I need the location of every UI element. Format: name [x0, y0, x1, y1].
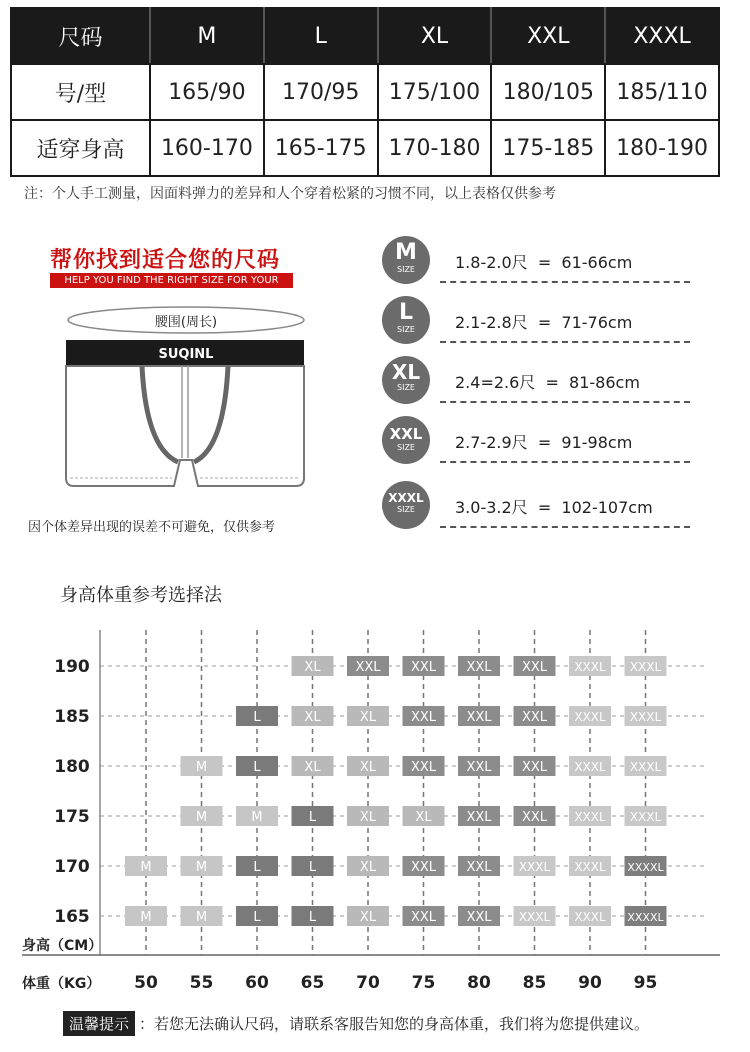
- size-cell-label: M: [195, 910, 208, 925]
- size-badge: [382, 236, 430, 284]
- waist-measure-text: 2.4=2.6尺 = 81-86cm: [455, 373, 640, 392]
- tip-label: 温馨提示: [63, 1011, 135, 1036]
- y-tick-label: 180: [54, 757, 90, 777]
- size-cell-label: XXL: [466, 660, 492, 675]
- size-badge-label: XXL: [389, 425, 423, 443]
- size-table-cell: 适穿身高: [11, 120, 150, 176]
- chart-title: 身高体重参考选择法: [60, 585, 222, 606]
- size-cell-label: XL: [304, 710, 321, 725]
- x-axis-label: 体重（KG）: [22, 976, 101, 992]
- briefs-illustration: [56, 298, 316, 508]
- size-cell-label: XXL: [410, 710, 437, 725]
- size-cell-label: M: [195, 760, 208, 775]
- size-cell-label: XXL: [466, 760, 492, 775]
- x-tick-label: 55: [189, 973, 214, 993]
- size-cell-label: XXL: [466, 910, 492, 925]
- size-badge-caption: SIZE: [397, 505, 415, 514]
- size-badge: [382, 296, 430, 344]
- size-table-cell: 180/105: [491, 64, 605, 120]
- size-cell-label: M: [195, 810, 208, 825]
- dashed-divider: [440, 401, 690, 403]
- size-cell-label: XL: [415, 810, 432, 825]
- size-cell-label: XXL: [410, 660, 437, 675]
- y-axis-label: 身高（CM）: [22, 938, 103, 954]
- size-cell-label: L: [308, 810, 317, 825]
- size-badge: [382, 356, 430, 404]
- size-cell-label: L: [253, 710, 261, 725]
- dashed-divider: [440, 341, 690, 343]
- y-tick-label: 190: [54, 657, 90, 677]
- waist-measure-text: 1.8-2.0尺 = 61-66cm: [455, 253, 633, 272]
- size-cell-label: XXL: [410, 860, 437, 875]
- x-tick-label: 75: [411, 973, 436, 993]
- size-cell-label: XL: [359, 710, 377, 725]
- size-table-cell: 175-185: [491, 120, 605, 176]
- dashed-divider: [440, 526, 690, 528]
- size-cell-label: XL: [304, 660, 321, 675]
- size-cell-label: XXL: [466, 810, 492, 825]
- x-tick-label: 50: [134, 973, 158, 993]
- size-cell-label: XXL: [521, 710, 548, 725]
- x-tick-label: 60: [245, 973, 269, 993]
- x-tick-label: 80: [467, 973, 491, 993]
- size-guide-title: 帮你找到适合您的尺码: [50, 248, 281, 273]
- size-cell-label: XXXL: [629, 760, 662, 774]
- size-cell-label: XXL: [521, 810, 548, 825]
- size-table-header: [11, 8, 719, 64]
- size-table-header-cell: M: [150, 8, 264, 64]
- size-guide-footnote: 因个体差异出现的误差不可避免，仅供参考: [28, 520, 276, 535]
- size-table-cell: 165/90: [150, 64, 264, 120]
- size-cell-label: L: [308, 910, 317, 925]
- size-table-row: [11, 120, 719, 176]
- size-cell-label: XXXL: [574, 710, 606, 724]
- size-cell-label: XXL: [410, 760, 437, 775]
- x-tick-label: 95: [633, 973, 658, 993]
- y-tick-label: 165: [54, 907, 90, 927]
- size-cell-label: L: [253, 860, 261, 875]
- waist-measure-text: 2.1-2.8尺 = 71-76cm: [455, 313, 633, 332]
- x-tick-label: 85: [522, 973, 547, 993]
- size-badge-caption: SIZE: [397, 265, 415, 274]
- waist-size-row: [380, 477, 690, 537]
- size-table-cell: 180-190: [605, 120, 719, 176]
- size-cell-label: XXXL: [574, 910, 606, 924]
- waist-measure-text: 3.0-3.2尺 = 102-107cm: [455, 498, 653, 517]
- x-tick-label: 90: [578, 973, 602, 993]
- size-cell-label: XXL: [466, 710, 492, 725]
- size-badge-label: XXXL: [388, 491, 424, 505]
- size-cell-label: XL: [304, 760, 321, 775]
- y-tick-label: 185: [54, 707, 90, 727]
- size-cell-label: XXXL: [629, 710, 662, 724]
- size-cell-label: XXL: [410, 910, 437, 925]
- brand-logo: SUQINL: [158, 347, 214, 362]
- waist-size-row: [380, 232, 690, 292]
- size-badge: [382, 416, 430, 464]
- y-tick-label: 170: [54, 857, 90, 877]
- size-guide-subtitle: HELP YOU FIND THE RIGHT SIZE FOR YOUR: [50, 273, 293, 288]
- size-table-header-cell: 尺码: [11, 8, 150, 64]
- size-cell-label: M: [140, 860, 152, 875]
- size-cell-label: XL: [359, 760, 377, 775]
- size-table-header-cell: XXXL: [605, 8, 719, 64]
- size-badge-label: M: [395, 240, 417, 265]
- dashed-divider: [440, 461, 690, 463]
- size-badge-label: L: [398, 300, 414, 325]
- size-cell-label: XXXL: [629, 660, 662, 674]
- size-table: [10, 7, 720, 177]
- size-cell-label: XXXL: [518, 860, 551, 874]
- size-cell-label: L: [253, 910, 261, 925]
- size-cell-label: XXL: [521, 660, 548, 675]
- size-cell-label: L: [308, 860, 317, 875]
- x-tick-label: 70: [356, 973, 380, 993]
- size-table-cell: 185/110: [605, 64, 719, 120]
- size-table-header-cell: L: [264, 8, 378, 64]
- size-cell-label: XXXL: [574, 760, 606, 774]
- dashed-divider: [440, 281, 690, 283]
- size-table-cell: 175/100: [378, 64, 492, 120]
- size-badge-caption: SIZE: [397, 383, 415, 392]
- size-table-cell: 号/型: [11, 64, 150, 120]
- size-cell-label: M: [251, 810, 263, 825]
- size-cell-label: L: [253, 760, 261, 775]
- size-table-cell: 170-180: [378, 120, 492, 176]
- size-cell-label: M: [195, 860, 208, 875]
- size-cell-label: XXL: [521, 760, 548, 775]
- size-badge-label: XL: [391, 360, 421, 384]
- size-cell-label: XXXL: [574, 660, 606, 674]
- height-weight-chart: [0, 610, 750, 1005]
- waist-size-row: [380, 352, 690, 412]
- waist-measure-text: 2.7-2.9尺 = 91-98cm: [455, 433, 633, 452]
- size-cell-label: XXXL: [574, 810, 606, 824]
- size-cell-label: XL: [359, 810, 377, 825]
- size-table-header-cell: XXL: [491, 8, 605, 64]
- waist-size-row: [380, 412, 690, 472]
- size-table-cell: 165-175: [264, 120, 378, 176]
- size-table-header-cell: XL: [378, 8, 492, 64]
- size-cell-label: XXL: [355, 660, 381, 675]
- size-cell-label: XL: [359, 860, 377, 875]
- size-badge: [382, 481, 430, 529]
- size-badge-caption: SIZE: [397, 443, 415, 452]
- size-table-note: 注：个人手工测量，因面料弹力的差异和人个穿着松紧的习惯不同，以上表格仅供参考: [24, 186, 556, 202]
- size-cell-label: XXXXL: [627, 861, 664, 874]
- tip-banner: [63, 1011, 649, 1036]
- size-cell-label: XXXL: [518, 910, 551, 924]
- size-cell-label: XXXXL: [627, 911, 664, 924]
- size-cell-label: XXXL: [629, 810, 662, 824]
- size-table-cell: 170/95: [264, 64, 378, 120]
- size-cell-label: XL: [359, 910, 377, 925]
- size-table-row: [11, 64, 719, 120]
- y-tick-label: 175: [54, 807, 90, 827]
- size-badge-caption: SIZE: [397, 325, 415, 334]
- x-tick-label: 65: [300, 973, 325, 993]
- waist-size-row: [380, 292, 690, 352]
- size-cell-label: M: [140, 910, 152, 925]
- size-cell-label: XXXL: [574, 860, 606, 874]
- waist-label: 腰围(周长): [154, 315, 218, 330]
- tip-text: ：若您无法确认尺码，请联系客服告知您的身高体重，我们将为您提供建议。: [139, 1015, 650, 1033]
- size-table-cell: 160-170: [150, 120, 264, 176]
- size-cell-label: XXL: [466, 860, 492, 875]
